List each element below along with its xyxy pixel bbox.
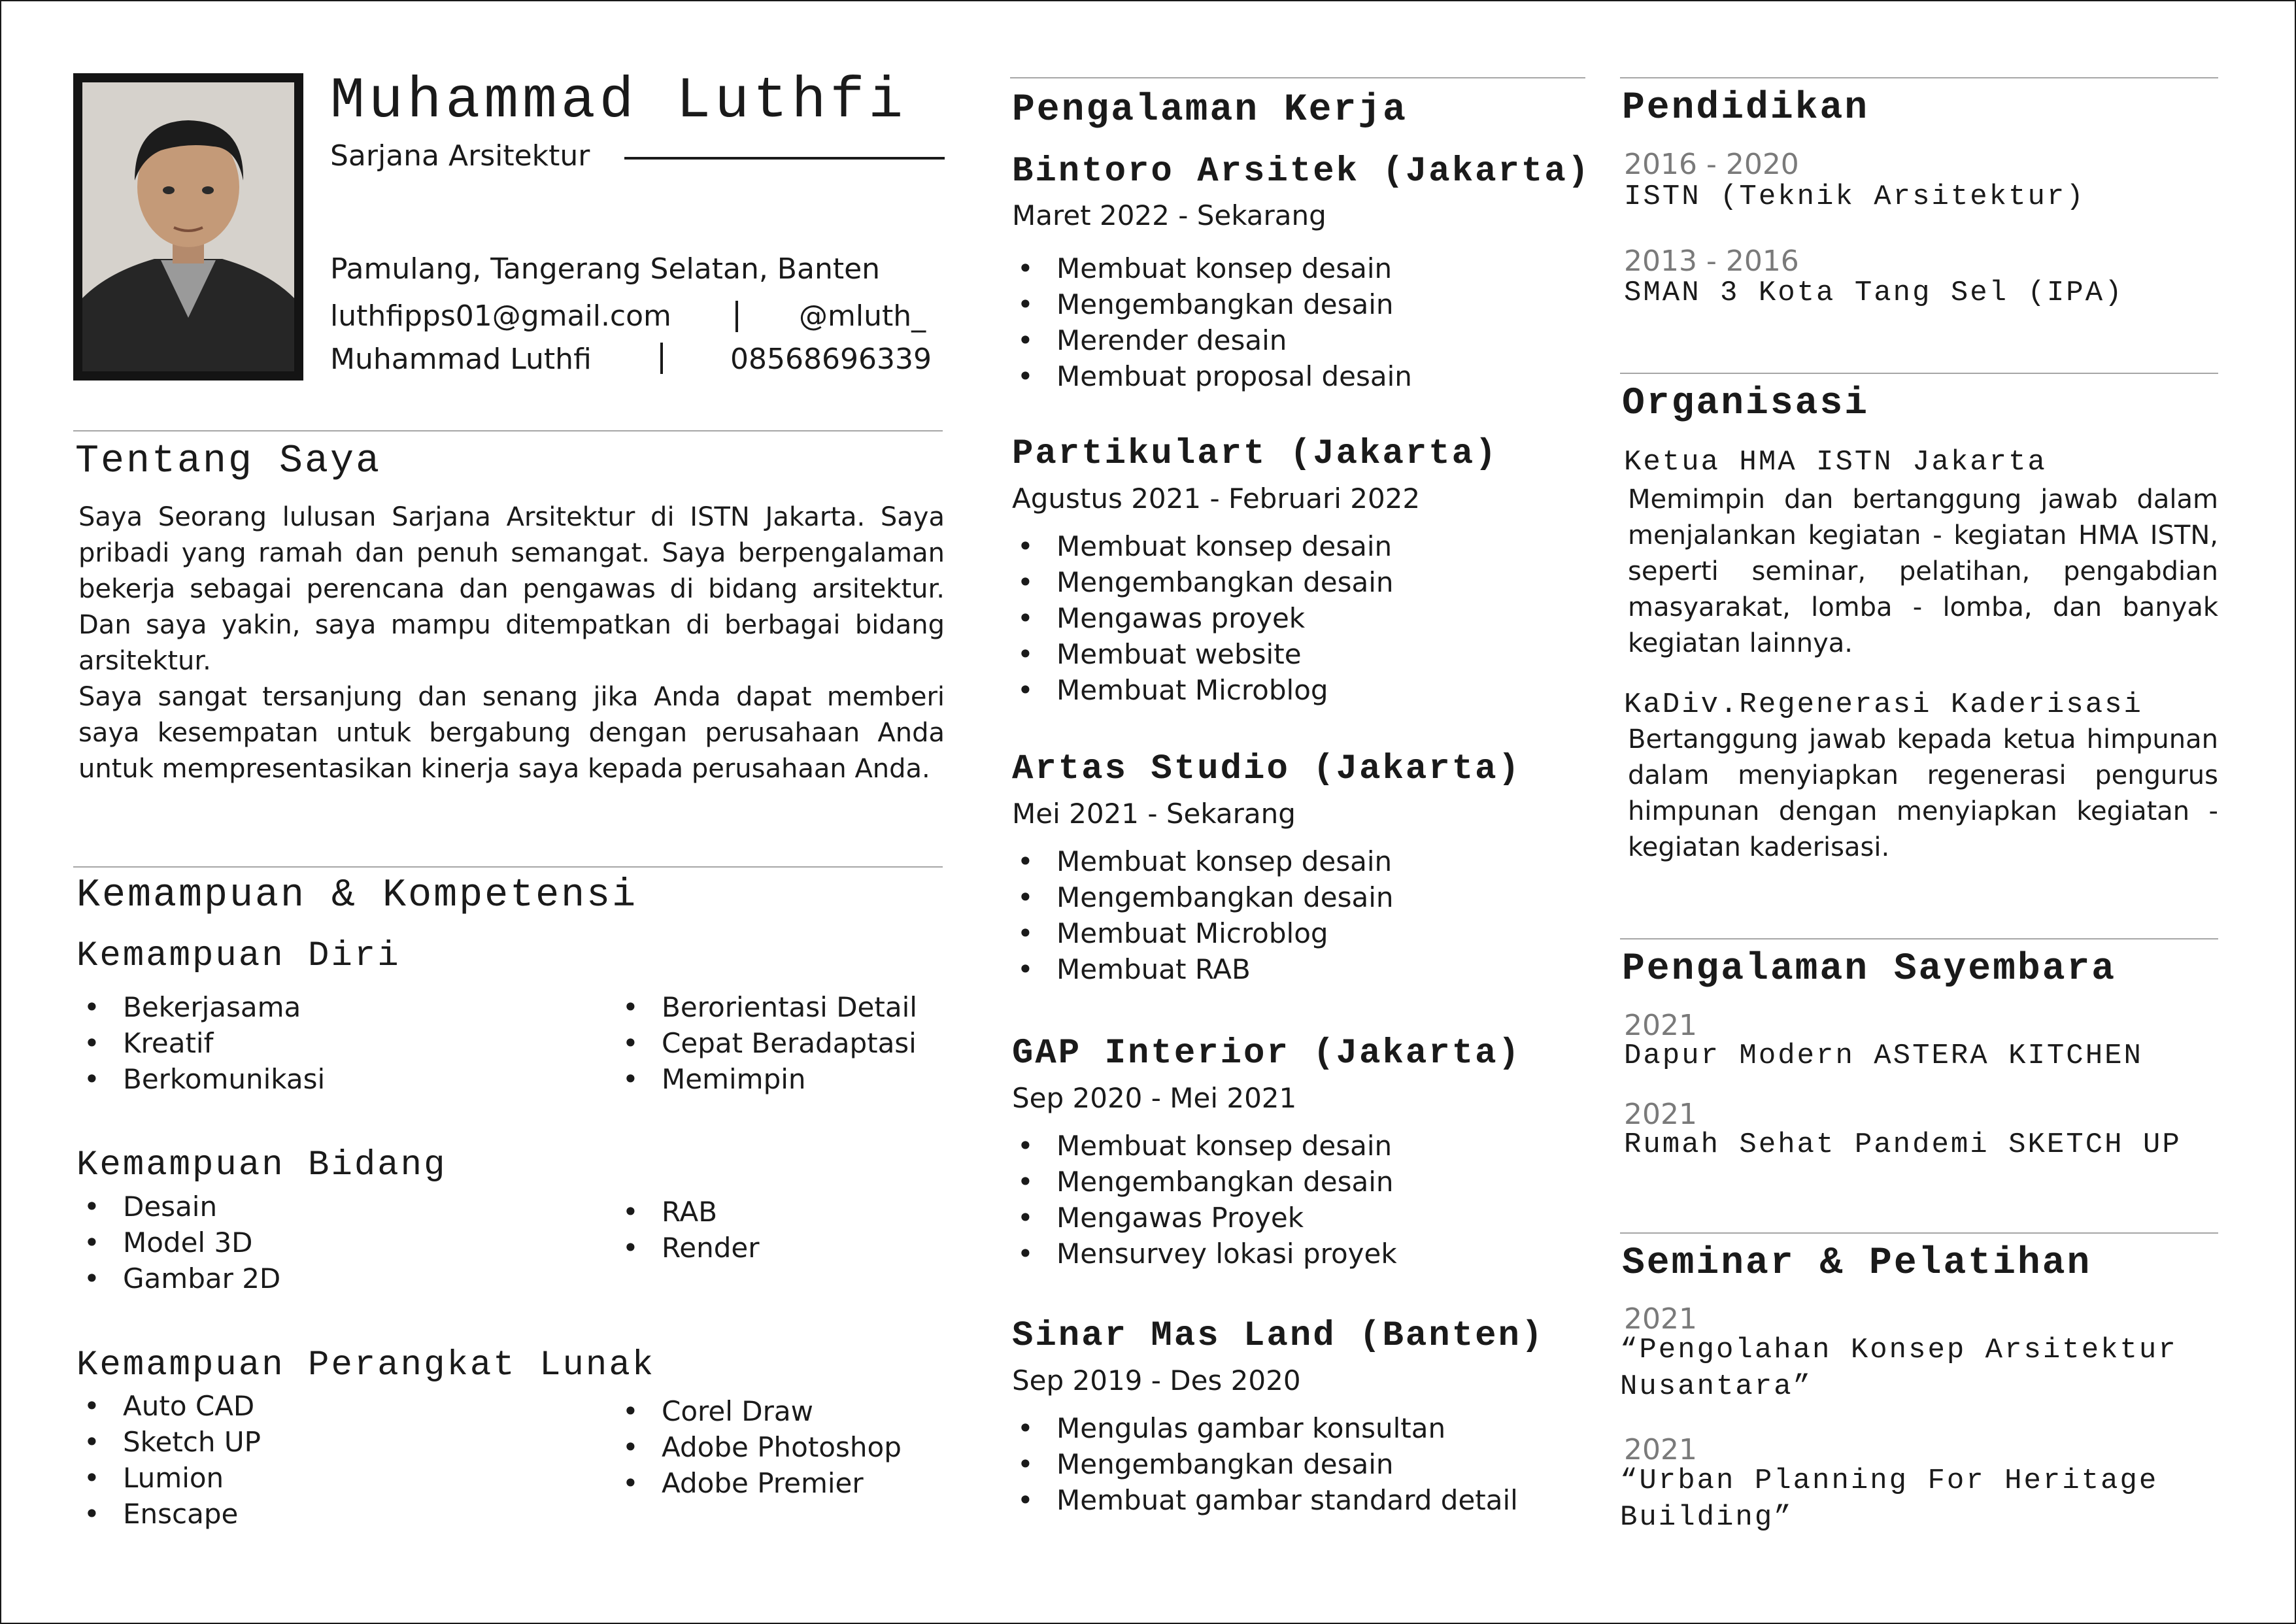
person-name: Muhammad Luthfi: [330, 69, 907, 134]
seminar-name-line2: Building”: [1620, 1501, 1793, 1534]
list-item: • Adobe Premier: [617, 1465, 902, 1501]
list-item: • Adobe Photoshop: [617, 1429, 902, 1465]
list-item: • Mengulas gambar konsultan: [1012, 1410, 1518, 1446]
seminar-year: 2021: [1624, 1302, 1697, 1336]
competition-year: 2021: [1624, 1098, 1697, 1131]
organization-role: KaDiv.Regenerasi Kaderisasi: [1624, 688, 2143, 721]
section-divider: [1620, 938, 2218, 939]
competition-year: 2021: [1624, 1009, 1697, 1042]
list-item: • Cepat Beradaptasi: [617, 1025, 917, 1061]
job-tasks: [1012, 843, 1393, 987]
organization-role: Ketua HMA ISTN Jakarta: [1624, 446, 2047, 479]
list-item: • Mengembangkan desain: [1012, 286, 1412, 322]
section-divider: [73, 430, 943, 431]
contact-separator: [660, 343, 663, 374]
list-item: • Kreatif: [78, 1025, 325, 1061]
seminar-title: Seminar & Pelatihan: [1622, 1242, 2092, 1285]
list-item: • RAB: [617, 1194, 760, 1230]
list-item: • Mengawas proyek: [1012, 600, 1393, 636]
organization-description: Memimpin dan bertanggung jawab dalam menjalankan kegiatan - kegiatan HMA ISTN, seperti seminar, pelatihan, pengabdian masyarakat, lomba - lomba, dan banyak kegiatan lainnya.: [1628, 484, 2218, 658]
list-item: • Bekerjasama: [78, 989, 325, 1025]
experience-title: Pengalaman Kerja: [1012, 89, 1408, 131]
list-item: • Membuat Microblog: [1012, 672, 1393, 708]
job-company: Partikulart (Jakarta): [1012, 434, 1498, 474]
job-period: Sep 2019 - Des 2020: [1012, 1364, 1301, 1396]
list-item: • Render: [617, 1230, 760, 1266]
list-item: • Membuat konsep desain: [1012, 843, 1393, 879]
competition-name: Rumah Sehat Pandemi SKETCH UP: [1624, 1128, 2182, 1161]
software-skills-list-2: [617, 1393, 902, 1501]
competition-name: Dapur Modern ASTERA KITCHEN: [1624, 1040, 2143, 1072]
list-item: • Memimpin: [617, 1061, 917, 1097]
list-item: • Membuat konsep desain: [1012, 250, 1412, 286]
job-period: Maret 2022 - Sekarang: [1012, 199, 1326, 231]
seminar-name-line2: Nusantara”: [1620, 1370, 1813, 1403]
list-item: • Gambar 2D: [78, 1260, 280, 1296]
email-link[interactable]: luthfipps01@gmail.com: [330, 299, 671, 333]
job-title: Sarjana Arsitektur: [330, 139, 590, 173]
list-item: • Sketch UP: [78, 1424, 261, 1460]
personal-skills-list-1: [78, 989, 325, 1097]
job-period: Mei 2021 - Sekarang: [1012, 798, 1296, 830]
education-school: ISTN (Teknik Arsitektur): [1624, 180, 2085, 213]
job-company: Artas Studio (Jakarta): [1012, 749, 1521, 789]
phone-number[interactable]: 08568696339: [730, 343, 932, 376]
seminar-year: 2021: [1624, 1433, 1697, 1466]
organization-title: Organisasi: [1622, 382, 1870, 425]
personal-skills-title: Kemampuan Diri: [76, 936, 401, 976]
software-skills-title: Kemampuan Perangkat Lunak: [76, 1345, 656, 1385]
contact-separator: [735, 301, 738, 332]
skills-title: Kemampuan & Kompetensi: [76, 873, 638, 918]
competition-title: Pengalaman Sayembara: [1622, 948, 2117, 990]
list-item: • Mengembangkan desain: [1012, 1446, 1518, 1482]
job-period: Sep 2020 - Mei 2021: [1012, 1082, 1297, 1114]
list-item: • Membuat RAB: [1012, 951, 1393, 987]
list-item: • Lumion: [78, 1460, 261, 1496]
list-item: • Mensurvey lokasi proyek: [1012, 1236, 1397, 1272]
list-item: • Mengembangkan desain: [1012, 564, 1393, 600]
seminar-name-line1: “Urban Planning For Heritage: [1620, 1464, 2159, 1497]
job-company: Bintoro Arsitek (Jakarta): [1012, 152, 1591, 192]
about-paragraph-2: Saya sangat tersanjung dan senang jika Anda dapat memberi saya kesempatan untuk bergabung dengan perusahaan Anda untuk mempresentasikan kinerja saya kepada perusahaan Anda.: [78, 682, 945, 784]
organization-description: Bertanggung jawab kepada ketua himpunan dalam menyiapkan regenerasi pengurus himpunan dengan menyiapkan kegiatan - kegiatan kaderisasi.: [1628, 724, 2218, 862]
job-tasks: [1012, 528, 1393, 708]
job-tasks: [1012, 1128, 1397, 1272]
seminar-name-line1: “Pengolahan Konsep Arsitektur: [1620, 1334, 2178, 1366]
section-divider: [1620, 1232, 2218, 1234]
list-item: • Mengembangkan desain: [1012, 1164, 1397, 1200]
field-skills-title: Kemampuan Bidang: [76, 1145, 447, 1185]
address: Pamulang, Tangerang Selatan, Banten: [330, 252, 881, 286]
job-tasks: [1012, 250, 1412, 394]
section-divider: [1620, 77, 2218, 78]
list-item: • Desain: [78, 1189, 280, 1225]
job-tasks: [1012, 1410, 1518, 1518]
education-years: 2016 - 2020: [1624, 148, 1799, 181]
title-underline: [624, 157, 945, 160]
list-item: • Merender desain: [1012, 322, 1412, 358]
list-item: • Enscape: [78, 1496, 261, 1532]
list-item: • Mengawas Proyek: [1012, 1200, 1397, 1236]
list-item: • Membuat proposal desain: [1012, 358, 1412, 394]
personal-skills-list-2: [617, 989, 917, 1097]
about-paragraph-1: Saya Seorang lulusan Sarjana Arsitektur di ISTN Jakarta. Saya pribadi yang ramah dan penuh semangat. Saya berpengalaman bekerja sebagai perencana dan pengawas di bidang arsitektur. Dan saya yakin, saya mampu ditempatkan di berbagai bidang arsitektur.: [78, 502, 945, 676]
job-company: Sinar Mas Land (Banten): [1012, 1316, 1545, 1356]
list-item: • Membuat konsep desain: [1012, 1128, 1397, 1164]
job-company: GAP Interior (Jakarta): [1012, 1034, 1521, 1074]
job-period: Agustus 2021 - Februari 2022: [1012, 482, 1421, 515]
section-divider: [73, 866, 943, 868]
education-title: Pendidikan: [1622, 87, 1870, 129]
section-divider: [1620, 373, 2218, 374]
list-item: • Membuat Microblog: [1012, 915, 1393, 951]
profile-photo: [73, 73, 303, 381]
field-skills-list-1: [78, 1189, 280, 1296]
list-item: • Membuat website: [1012, 636, 1393, 672]
field-skills-list-2: [617, 1194, 760, 1266]
list-item: • Model 3D: [78, 1225, 280, 1260]
list-item: • Berkomunikasi: [78, 1061, 325, 1097]
social-handle[interactable]: @mluth_: [799, 299, 926, 333]
education-school: SMAN 3 Kota Tang Sel (IPA): [1624, 277, 2124, 309]
display-name: Muhammad Luthfi: [330, 343, 592, 376]
list-item: • Membuat konsep desain: [1012, 528, 1393, 564]
list-item: • Auto CAD: [78, 1388, 261, 1424]
list-item: • Mengembangkan desain: [1012, 879, 1393, 915]
list-item: • Berorientasi Detail: [617, 989, 917, 1025]
education-years: 2013 - 2016: [1624, 245, 1799, 278]
list-item: • Corel Draw: [617, 1393, 902, 1429]
about-title: Tentang Saya: [75, 439, 382, 484]
person-portrait-icon: [82, 82, 294, 371]
software-skills-list-1: [78, 1388, 261, 1532]
section-divider: [1010, 77, 1585, 78]
list-item: • Membuat gambar standard detail: [1012, 1482, 1518, 1518]
